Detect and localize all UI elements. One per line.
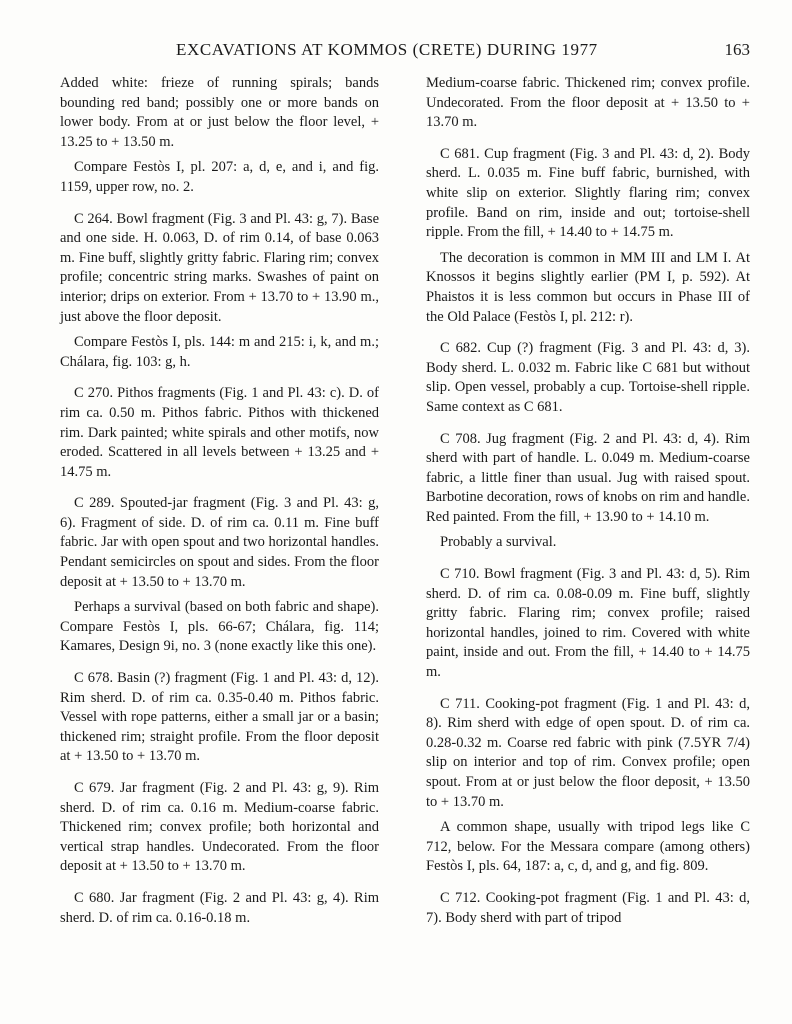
catalogue-entry: C 710. Bowl fragment (Fig. 3 and Pl. 43: d, 5). Rim sherd. D. of rim ca. 0.08-0.09 m. Fine buff, slightly gritty fabric. Flaring rim; convex profile; raised horizontal handles, joined to rim. Covered with white paint, inside and out. From the fill, + 14.40 to + 14.75 m. [426,566,750,681]
catalogue-entry: C 682. Cup (?) fragment (Fig. 3 and Pl. 43: d, 3). Body sherd. L. 0.032 m. Fabric like C 681 but without slip. Open vessel, probably a cup. Tortoise-shell ripple. Same context as C 681. [426,340,750,415]
paragraph: Added white: frieze of running spirals; bands bounding red band; possibly one or more bands on lower body. From at or just below the floor level, + 13.25 to + 13.50 m. [60,75,379,150]
paragraph: Medium-coarse fabric. Thickened rim; convex profile. Undecorated. From the floor deposit at + 13.50 to + 13.70 m. [426,75,750,131]
catalogue-entry: C 712. Cooking-pot fragment (Fig. 1 and Pl. 43: d, 7). Body sherd with part of tripod [426,889,750,926]
page-number: 163 [724,40,750,59]
paragraph: Probably a survival. [440,534,557,551]
paragraph: Perhaps a survival (based on both fabric and shape). Compare Festòs I, pls. 66-67; Chálara, fig. 114; Kamares, Design 9i, no. 3 (none exactly like this one). [60,599,379,655]
catalogue-entry: C 264. Bowl fragment (Fig. 3 and Pl. 43: g, 7). Base and one side. H. 0.063, D. of rim 0.14, of base 0.063 m. Fine buff, slightly gritty fabric. Flaring rim; convex profile; concentric string marks. Swashes of paint on interior; drips on exterior. From + 13.70 to + 13.90 m., just above the floor deposit. [60,210,379,325]
paragraph: Compare Festòs I, pls. 144: m and 215: i, k, and m.; Chálara, fig. 103: g, h. [60,334,379,370]
left-column [60,74,379,934]
catalogue-entry: C 681. Cup fragment (Fig. 3 and Pl. 43: d, 2). Body sherd. L. 0.035 m. Fine buff fabric, burnished, with white slip on exterior. Slightly flaring rim; convex profile. Band on rim, inside and out; tortoise-shell ripple. From the fill, + 14.40 to + 14.75 m. [426,145,750,241]
paragraph: Compare Festòs I, pl. 207: a, d, e, and i, and fig. 1159, upper row, no. 2. [60,159,379,195]
catalogue-entry: C 678. Basin (?) fragment (Fig. 1 and Pl. 43: d, 12). Rim sherd. D. of rim ca. 0.35-0.40 m. Pithos fabric. Vessel with rope patterns, either a small jar or a basin; thickened rim; straight profile. From the floor deposit at + 13.50 to + 13.70 m. [60,670,379,765]
running-title: EXCAVATIONS AT KOMMOS (CRETE) DURING 1977 [176,40,598,59]
catalogue-entry: C 711. Cooking-pot fragment (Fig. 1 and Pl. 43: d, 8). Rim sherd with edge of open spout. D. of rim ca. 0.28-0.32 m. Coarse red fabric with pink (7.5YR 7/4) slip on interior and top of rim. Convex profile; open spout. From at or just below the floor deposit, + 13.50 to + 13.70 m. [426,695,750,810]
catalogue-entry: C 270. Pithos fragments (Fig. 1 and Pl. 43: c). D. of rim ca. 0.50 m. Pithos fabric. Pithos with thickened rim. Dark painted; white spirals and other motifs, now eroded. Scattered in all levels between + 13.25 and + 14.75 m. [60,385,379,480]
text-columns [60,74,750,934]
paragraph: The decoration is common in MM III and LM I. At Knossos it begins slightly earlier (PM I, p. 592). At Phaistos it is less common but occurs in Phase III of the Old Palace (Festòs I, pl. 212: r). [426,249,750,325]
catalogue-entry: C 708. Jug fragment (Fig. 2 and Pl. 43: d, 4). Rim sherd with part of handle. L. 0.049 m. Medium-coarse fabric, a little finer than usual. Jug with raised spout. Barbotine decoration, rows of knobs on rim and handle. Red painted. From the fill, + 13.90 to + 14.10 m. [426,430,750,525]
right-column [426,74,750,934]
paragraph: A common shape, usually with tripod legs like C 712, below. For the Messara compare (among others) Festòs I, pls. 64, 187: a, c, d, and g, and fig. 809. [426,819,750,875]
catalogue-entry: C 679. Jar fragment (Fig. 2 and Pl. 43: g, 9). Rim sherd. D. of rim ca. 0.16 m. Medium-coarse fabric. Thickened rim; convex profile; both horizontal and vertical strap handles. Undecorated. From the floor deposit at + 13.50 to + 13.70 m. [60,780,379,875]
catalogue-entry: C 289. Spouted-jar fragment (Fig. 3 and Pl. 43: g, 6). Fragment of side. D. of rim ca. 0.11 m. Fine buff fabric. Jar with open spout and two horizontal handles. Pendant semicircles on spout and sides. From the floor deposit at + 13.50 to + 13.70 m. [60,495,379,590]
page-header [60,38,750,64]
catalogue-entry: C 680. Jar fragment (Fig. 2 and Pl. 43: g, 4). Rim sherd. D. of rim ca. 0.16-0.18 m. [60,889,379,926]
